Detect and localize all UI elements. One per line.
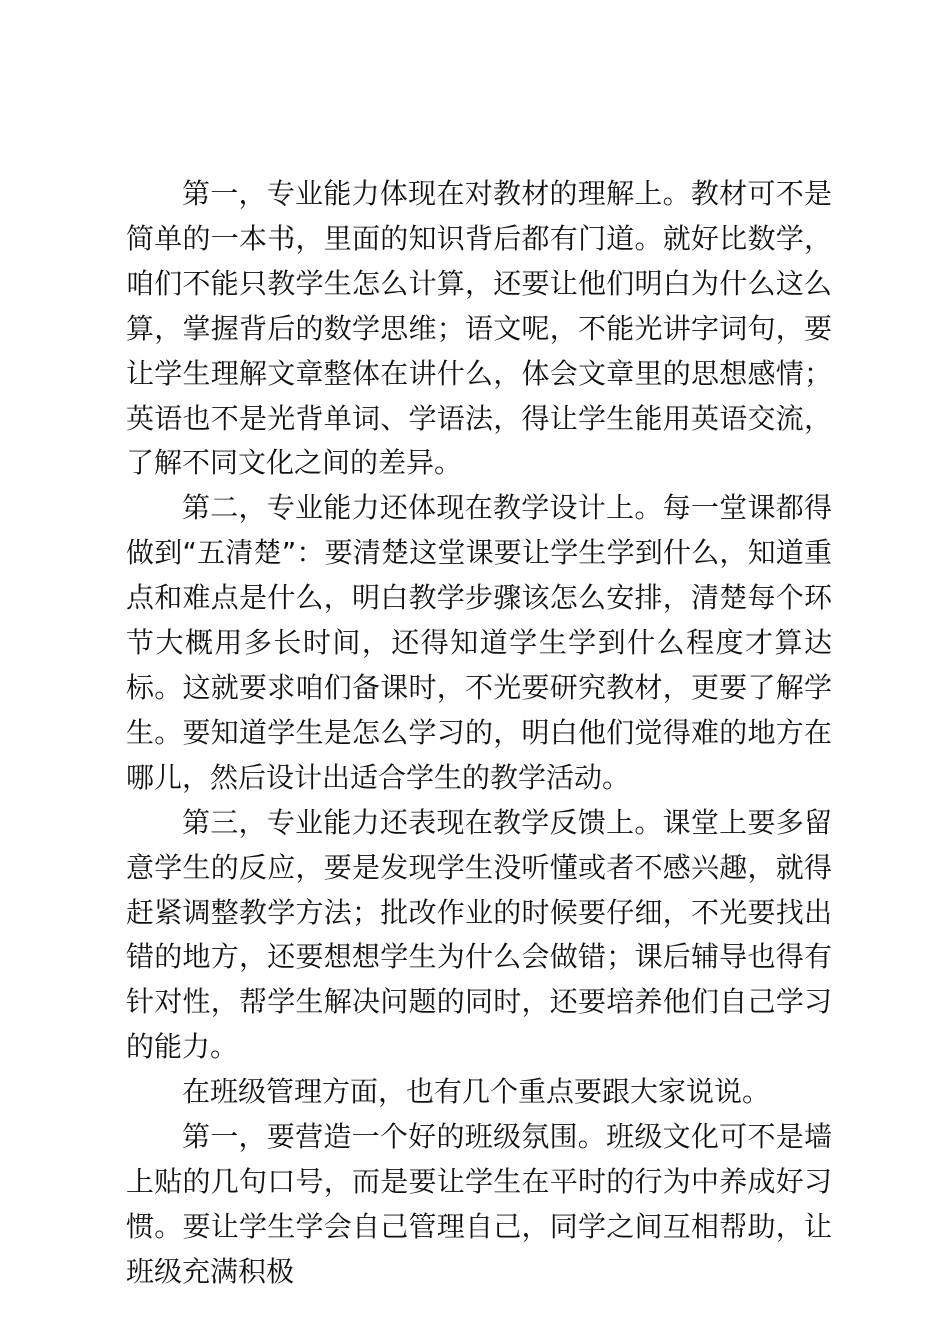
paragraph-textbook-understanding: 第一，专业能力体现在对教材的理解上。教材可不是简单的一本书，里面的知识背后都有门道。就好比数学，咱们不能只教学生怎么计算，还要让他们明白为什么这么算，掌握背后的数学思维；语文呢，不能光讲字词句，要让学生理解文章整体在讲什么，体会文章里的思想感情；英语也不是光背单词、学语法，得让学生能用英语交流，了解不同文化之间的差异。	[126, 177, 832, 480]
paragraph-teaching-design: 第二，专业能力还体现在教学设计上。每一堂课都得做到“五清楚”：要清楚这堂课要让学生学到什么，知道重点和难点是什么，明白教学步骤该怎么安排，清楚每个环节大概用多长时间，还得知道学生学到什么程度才算达标。这就要求咱们备课时，不光要研究教材，更要了解学生。要知道学生是怎么学习的，明白他们觉得难的地方在哪儿，然后设计出适合学生的教学活动。	[126, 491, 832, 794]
document-body	[126, 172, 832, 1295]
paragraph-class-management-intro: 在班级管理方面，也有几个重点要跟大家说说。	[182, 1075, 771, 1109]
paragraph-teaching-feedback: 第三，专业能力还表现在教学反馈上。课堂上要多留意学生的反应，要是发现学生没听懂或者不感兴趣，就得赶紧调整教学方法；批改作业的时候要仔细，不光要找出错的地方，还要想想学生为什么会做错；课后辅导也得有针对性，帮学生解决问题的同时，还要培养他们自己学习的能力。	[126, 805, 832, 1064]
paragraph-class-atmosphere: 第一，要营造一个好的班级氛围。班级文化可不是墙上贴的几句口号，而是要让学生在平时的行为中养成好习惯。要让学生学会自己管理自己，同学之间互相帮助，让班级充满积极	[126, 1120, 832, 1288]
